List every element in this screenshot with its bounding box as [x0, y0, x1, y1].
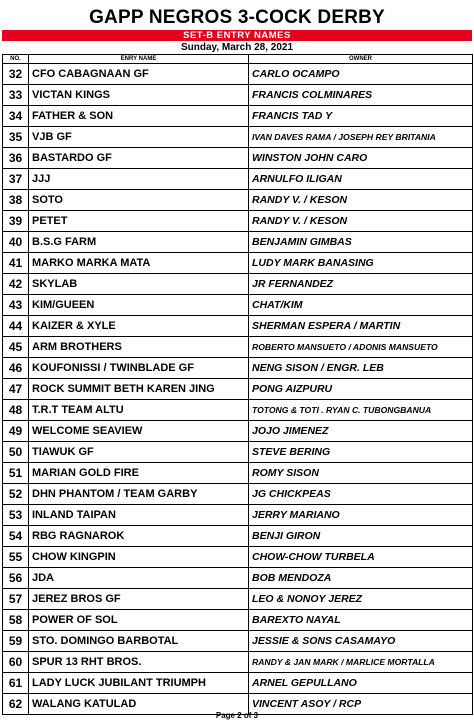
entry-name: VICTAN KINGS — [29, 85, 249, 106]
entry-name: INLAND TAIPAN — [29, 505, 249, 526]
entry-number: 48 — [3, 400, 29, 421]
entry-name: B.S.G FARM — [29, 232, 249, 253]
entry-owner: FRANCIS TAD Y — [249, 106, 473, 127]
entry-owner: JG CHICKPEAS — [249, 484, 473, 505]
entry-name: CHOW KINGPIN — [29, 547, 249, 568]
entry-number: 44 — [3, 316, 29, 337]
table-row — [3, 505, 473, 526]
table-row — [3, 484, 473, 505]
entry-owner: SHERMAN ESPERA / MARTIN — [249, 316, 473, 337]
entry-number: 46 — [3, 358, 29, 379]
table-row — [3, 190, 473, 211]
entry-number: 56 — [3, 568, 29, 589]
entry-number: 57 — [3, 589, 29, 610]
table-header-row — [3, 55, 473, 64]
entry-owner: IVAN DAVES RAMA / JOSEPH REY BRITANIA — [249, 127, 473, 148]
entry-name: WALANG KATULAD — [29, 694, 249, 715]
entry-owner: WINSTON JOHN CARO — [249, 148, 473, 169]
entry-number: 45 — [3, 337, 29, 358]
table-row — [3, 127, 473, 148]
entry-number: 34 — [3, 106, 29, 127]
entry-number: 47 — [3, 379, 29, 400]
entry-owner: JERRY MARIANO — [249, 505, 473, 526]
entry-owner: CHOW-CHOW TURBELA — [249, 547, 473, 568]
column-header-entry-name: ENRY NAME — [29, 55, 249, 64]
entry-name: BASTARDO GF — [29, 148, 249, 169]
entry-number: 33 — [3, 85, 29, 106]
entry-name: RBG RAGNAROK — [29, 526, 249, 547]
entry-name: CFO CABAGNAAN GF — [29, 64, 249, 85]
table-row — [3, 526, 473, 547]
entry-number: 54 — [3, 526, 29, 547]
table-row — [3, 148, 473, 169]
event-date: Sunday, March 28, 2021 — [180, 42, 294, 53]
table-row — [3, 631, 473, 652]
set-banner: SET-B ENTRY NAMES — [2, 30, 472, 41]
entry-owner: BENJAMIN GIMBAS — [249, 232, 473, 253]
entry-name: WELCOME SEAVIEW — [29, 421, 249, 442]
entry-name: JJJ — [29, 169, 249, 190]
entry-owner: RANDY V. / KESON — [249, 190, 473, 211]
entry-owner: PONG AIZPURU — [249, 379, 473, 400]
page-title: GAPP NEGROS 3-COCK DERBY — [89, 7, 385, 28]
entry-name: SOTO — [29, 190, 249, 211]
entry-number: 40 — [3, 232, 29, 253]
entry-name: TIAWUK GF — [29, 442, 249, 463]
entry-name: PETET — [29, 211, 249, 232]
table-row — [3, 673, 473, 694]
entry-owner: RANDY V. / KESON — [249, 211, 473, 232]
entry-number: 49 — [3, 421, 29, 442]
entry-owner: CHAT/KIM — [249, 295, 473, 316]
table-row — [3, 274, 473, 295]
table-row — [3, 463, 473, 484]
entry-name: SPUR 13 RHT BROS. — [29, 652, 249, 673]
entry-number: 36 — [3, 148, 29, 169]
entry-name: POWER OF SOL — [29, 610, 249, 631]
column-header-owner: OWNER — [249, 55, 473, 64]
column-header-no: NO. — [3, 55, 29, 64]
entry-owner: FRANCIS COLMINARES — [249, 85, 473, 106]
entry-owner: JOJO JIMENEZ — [249, 421, 473, 442]
entry-owner: VINCENT ASOY / RCP — [249, 694, 473, 715]
table-row — [3, 316, 473, 337]
entry-owner: JESSIE & SONS CASAMAYO — [249, 631, 473, 652]
table-row — [3, 85, 473, 106]
entry-owner: ARNULFO ILIGAN — [249, 169, 473, 190]
entry-owner: CARLO OCAMPO — [249, 64, 473, 85]
entry-number: 55 — [3, 547, 29, 568]
entry-number: 61 — [3, 673, 29, 694]
table-row — [3, 589, 473, 610]
table-row — [3, 253, 473, 274]
entry-number: 37 — [3, 169, 29, 190]
entry-name: LADY LUCK JUBILANT TRIUMPH — [29, 673, 249, 694]
entry-name: KOUFONISSI / TWINBLADE GF — [29, 358, 249, 379]
entry-number: 41 — [3, 253, 29, 274]
table-row — [3, 400, 473, 421]
entries-table — [2, 54, 473, 715]
entry-name: T.R.T TEAM ALTU — [29, 400, 249, 421]
table-row — [3, 106, 473, 127]
entry-name: STO. DOMINGO BARBOTAL — [29, 631, 249, 652]
entry-number: 51 — [3, 463, 29, 484]
table-row — [3, 442, 473, 463]
entry-owner: TOTONG & TOTI . RYAN C. TUBONGBANUA — [249, 400, 473, 421]
table-row — [3, 64, 473, 85]
entry-name: ROCK SUMMIT BETH KAREN JING — [29, 379, 249, 400]
entry-owner: JR FERNANDEZ — [249, 274, 473, 295]
entry-number: 58 — [3, 610, 29, 631]
table-row — [3, 610, 473, 631]
entry-owner: BENJI GIRON — [249, 526, 473, 547]
entry-owner: RANDY & JAN MARK / MARLICE MORTALLA — [249, 652, 473, 673]
table-row — [3, 295, 473, 316]
entry-name: JEREZ BROS GF — [29, 589, 249, 610]
entry-name: JDA — [29, 568, 249, 589]
entry-name: FATHER & SON — [29, 106, 249, 127]
entry-number: 62 — [3, 694, 29, 715]
entry-owner: BOB MENDOZA — [249, 568, 473, 589]
entry-name: DHN PHANTOM / TEAM GARBY — [29, 484, 249, 505]
entry-number: 32 — [3, 64, 29, 85]
entry-name: SKYLAB — [29, 274, 249, 295]
table-row — [3, 379, 473, 400]
entry-owner: LUDY MARK BANASING — [249, 253, 473, 274]
entry-owner: ROBERTO MANSUETO / ADONIS MANSUETO — [249, 337, 473, 358]
entry-name: VJB GF — [29, 127, 249, 148]
entry-owner: ROMY SISON — [249, 463, 473, 484]
entry-number: 52 — [3, 484, 29, 505]
table-row — [3, 358, 473, 379]
entry-number: 50 — [3, 442, 29, 463]
table-row — [3, 232, 473, 253]
entry-owner: ARNEL GEPULLANO — [249, 673, 473, 694]
page-number: Page 2 of 3 — [215, 711, 259, 720]
entry-number: 42 — [3, 274, 29, 295]
entry-name: ARM BROTHERS — [29, 337, 249, 358]
entry-number: 43 — [3, 295, 29, 316]
entry-number: 60 — [3, 652, 29, 673]
entry-name: MARIAN GOLD FIRE — [29, 463, 249, 484]
entry-name: KAIZER & XYLE — [29, 316, 249, 337]
entry-owner: LEO & NONOY JEREZ — [249, 589, 473, 610]
table-row — [3, 337, 473, 358]
table-row — [3, 421, 473, 442]
table-row — [3, 211, 473, 232]
entry-number: 35 — [3, 127, 29, 148]
entry-name: MARKO MARKA MATA — [29, 253, 249, 274]
entry-number: 53 — [3, 505, 29, 526]
table-row — [3, 568, 473, 589]
entry-number: 39 — [3, 211, 29, 232]
entry-owner: BAREXTO NAYAL — [249, 610, 473, 631]
entry-number: 38 — [3, 190, 29, 211]
table-row — [3, 547, 473, 568]
table-row — [3, 652, 473, 673]
entry-owner: STEVE BERING — [249, 442, 473, 463]
table-row — [3, 169, 473, 190]
entry-owner: NENG SISON / ENGR. LEB — [249, 358, 473, 379]
entry-name: KIM/GUEEN — [29, 295, 249, 316]
entry-number: 59 — [3, 631, 29, 652]
